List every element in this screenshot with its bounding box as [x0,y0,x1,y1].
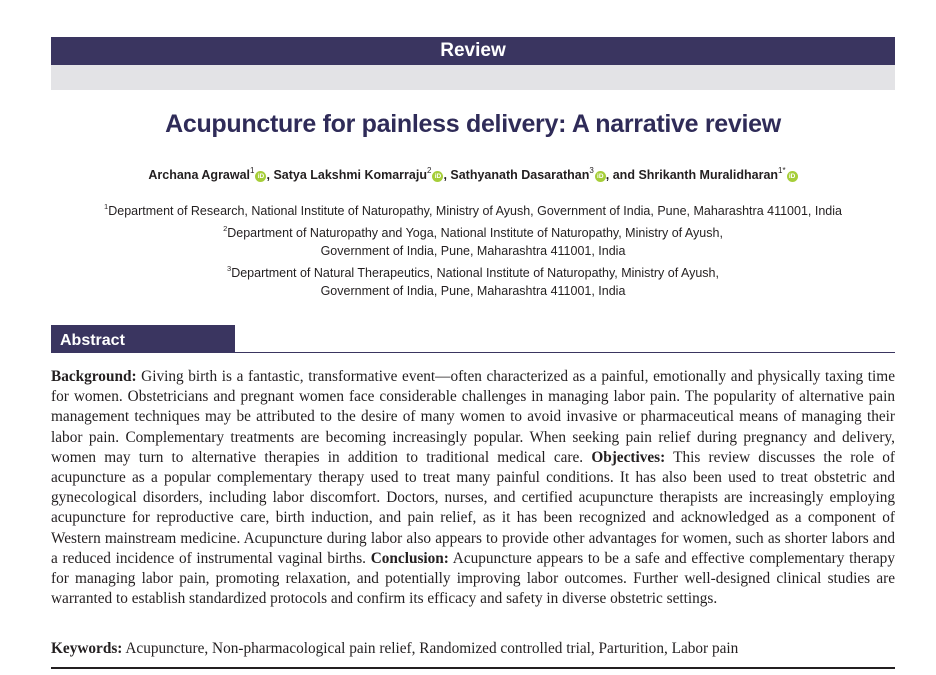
author-name[interactable]: Sathyanath Dasarathan [450,168,590,183]
author-affil-sup: 2 [426,166,432,175]
orcid-icon[interactable]: iD [787,171,798,182]
affiliation-2-cont: Government of India, Pune, Maharashtra 411001, India [320,244,626,259]
objectives-text: This review discusses the role of acupuncture as a popular complementary therapy used to treat many painful conditions. It has also been used to treat obstetric and gynecological disorders, including labor discomfort. Doctors, nurses, and certified acupuncture therapists are increasingly employing acupuncture for reproductive care, birth induction, and pain relief, as it has been recognized and acknowledged as a component of Western mainstream medicine. Acupuncture during labor also appears to provide other advantages for women, such as shorter labors and a reduced incidence of instrumental vaginal births. [51,448,895,567]
conclusion-label: Conclusion: [370,549,449,567]
article-type-banner [51,37,895,65]
affiliation-3-cont: Government of India, Pune, Maharashtra 411001, India [320,284,626,299]
affiliation-1 [51,199,895,221]
bottom-divider [51,667,895,669]
author-list [51,167,895,182]
keywords [51,639,895,659]
affiliation-list [51,199,895,301]
author-name[interactable]: Shrikanth Muralidharan [638,168,779,183]
article-type-label: Review [440,40,506,61]
keywords-text: Acupuncture, Non-pharmacological pain relief, Randomized controlled trial, Parturition, Labor pain [122,640,739,657]
background-label: Background: [51,368,137,385]
affiliation-sup: 3 [227,263,232,273]
affiliation-text: Department of Naturopathy and Yoga, National Institute of Naturopathy, Ministry of Ayush, [227,225,723,240]
affiliation-text: Department of Natural Therapeutics, National Institute of Naturopathy, Ministry of Ayush, [231,265,719,280]
keywords-label: Keywords: [51,640,123,657]
author-affil-number: 1 [778,166,783,175]
affiliation-sup: 1 [104,202,109,211]
author-separator: , and [605,168,639,183]
banner-subbar [51,65,895,90]
affiliation-text: Department of Research, National Institute of Naturopathy, Ministry of Ayush, Government of India, Pune, Maharashtra 411001, India [108,204,842,219]
author-affil-sup: 3 [589,166,594,175]
author-separator: , [266,168,274,183]
orcid-icon[interactable]: iD [432,171,443,182]
article-title: Acupuncture for painless delivery: A narrative review [165,110,781,138]
objectives-label: Objectives: [591,448,666,466]
author-affil-sup: 1 [250,166,255,175]
affiliation-3 [51,261,895,283]
corresponding-author-mark: * [782,166,786,175]
author-name[interactable]: Satya Lakshmi Komarraju [273,168,427,183]
affiliation-sup: 2 [223,223,228,233]
affiliation-2 [51,221,895,243]
conclusion-text: Acupuncture appears to be a safe and effective complementary therapy for managing labor pain, promoting relaxation, and potentially improving labor outcomes. Further well-designed clinical studies are warranted to establish standardized protocols and confirm its efficacy and safety in diverse obstetric settings. [51,549,895,608]
orcid-icon[interactable]: iD [595,171,606,182]
abstract-heading: Abstract [51,325,235,353]
author-name[interactable]: Archana Agrawal [148,168,251,183]
background-text: Giving birth is a fantastic, transformative event—often characterized as a painful, emotionally and physically taxing time for women. Obstetricians and pregnant women face considerable challenges in managing labor pain. The popularity of alternative pain management techniques may be attributed to the desire of many women to avoid invasive or pharmaceutical means of managing their labor pain. Complementary treatments are becoming increasingly popular. When seeking pain relief during pregnancy and delivery, women may turn to alternative therapies in addition to traditional medical care. [51,368,895,466]
author-separator: , [443,168,451,183]
author-affil-sup [778,166,786,175]
orcid-icon[interactable]: iD [255,171,266,182]
abstract-body [51,367,895,609]
abstract-divider [51,352,895,353]
